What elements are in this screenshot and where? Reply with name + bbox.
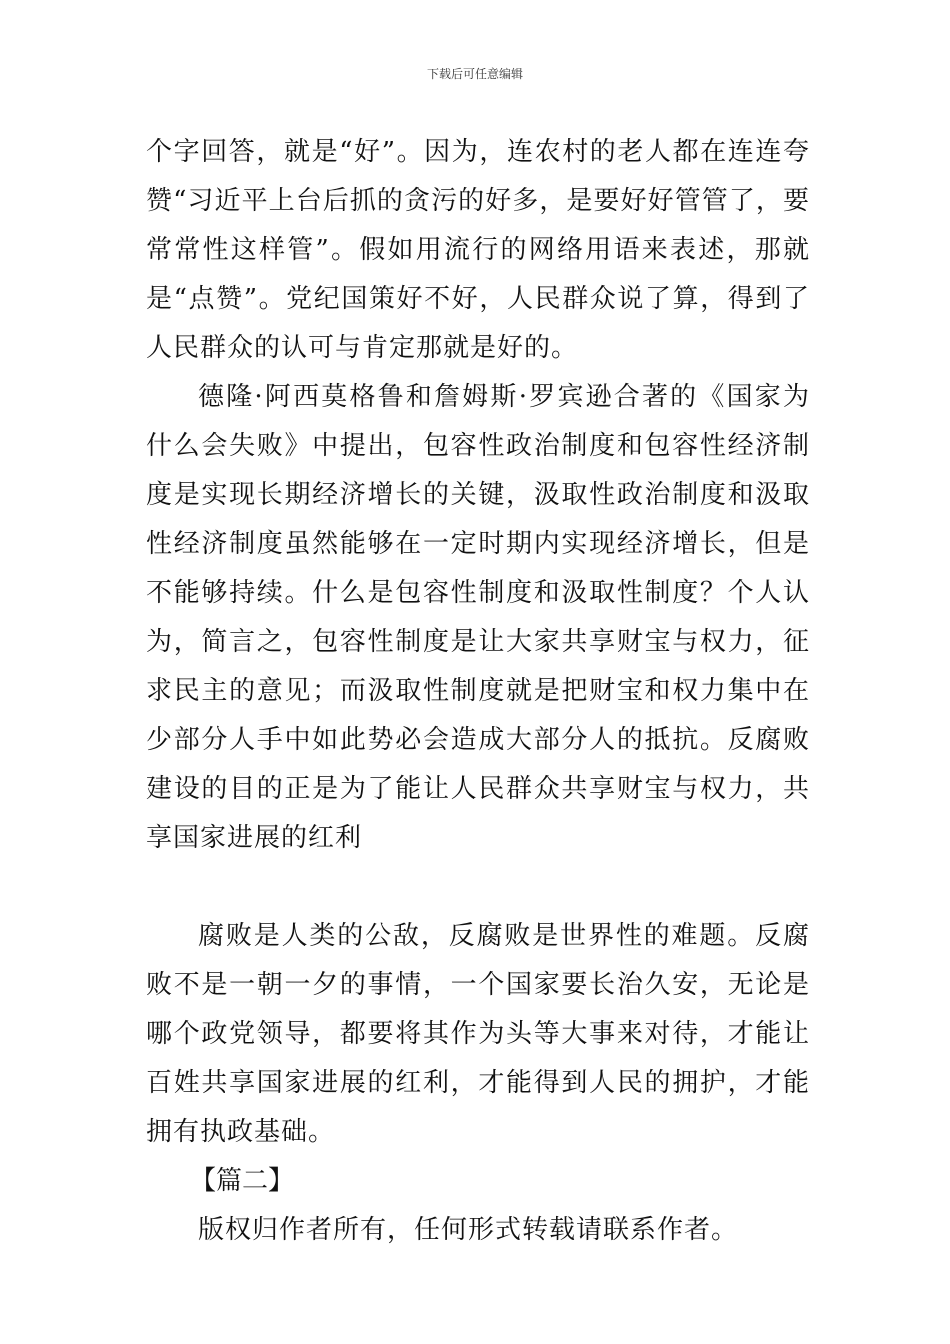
- paragraph-inclusive-institutions: 德隆·阿西莫格鲁和詹姆斯·罗宾逊合著的《国家为什么会失败》中提出，包容性政治制度和包容性经济制度是实现长期经济增长的关键，汲取性政治制度和汲取性经济制度虽然能够在一定时期内实现经济增长，但是不能够持续。什么是包容性制度和汲取性制度？个人认为，简言之，包容性制度是让大家共享财宝与权力，征求民主的意见；而汲取性制度就是把财宝和权力集中在少部分人手中如此势必会造成大部分人的抵抗。反腐败建设的目的正是为了能让人民群众共享财宝与权力，共享国家进展的红利: [146, 382, 810, 853]
- section-heading: 【篇二】: [190, 1166, 295, 1196]
- copyright-notice: 版权归作者所有，任何形式转载请联系作者。: [198, 1215, 739, 1245]
- document-body: [146, 128, 810, 1255]
- paragraph-anti-corruption: 腐败是人类的公敌，反腐败是世界性的难题。反腐败不是一朝一夕的事情，一个国家要长治久安，无论是哪个政党领导，都要将其作为头等大事来对待，才能让百姓共享国家进展的红利，才能得到人民的拥护，才能拥有执政基础。: [146, 921, 810, 1147]
- page-header: 下载后可任意编辑: [426, 67, 523, 81]
- paragraph-continuation: 个字回答，就是“好”。因为，连农村的老人都在连连夸赞“习近平上台后抓的贪污的好多，是要好好管管了，要常常性这样管”。假如用流行的网络用语来表述，那就是“点赞”。党纪国策好不好，人民群众说了算，得到了人民群众的认可与肯定那就是好的。: [146, 137, 810, 363]
